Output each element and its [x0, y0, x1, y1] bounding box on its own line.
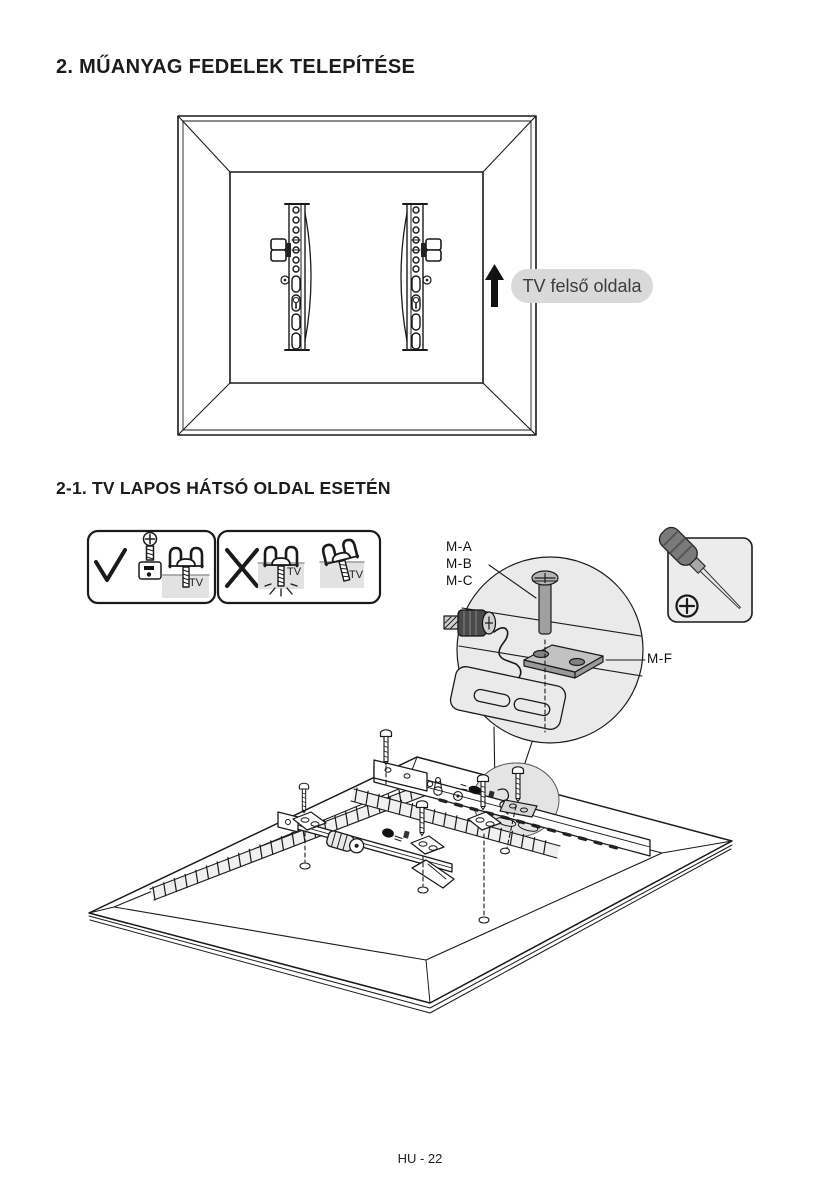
tv-flat-figure — [89, 730, 732, 1013]
left-bracket — [271, 204, 311, 350]
tv-back-figure — [178, 116, 536, 435]
tv-label-incorrect-1: TV — [287, 566, 302, 578]
right-bracket — [401, 204, 441, 350]
page-number: HU - 22 — [397, 1151, 443, 1166]
checkmark-icon — [96, 550, 125, 580]
tv-label-correct: TV — [189, 577, 204, 589]
x-icon — [227, 550, 257, 586]
page-title: 2. MŰANYAG FEDELEK TELEPÍTÉSE — [56, 56, 416, 78]
spacer-label-mf: M-F — [647, 651, 673, 666]
arm-knob — [326, 830, 366, 856]
thumbscrew-detail — [444, 610, 496, 636]
tv-top-side-label: TV felső oldala — [511, 269, 653, 303]
section-title: 2-1. TV LAPOS HÁTSÓ OLDAL ESETÉN — [56, 478, 391, 498]
screw-label-mb: M-B — [446, 556, 473, 571]
detail-callout-circle — [444, 557, 645, 799]
correct-usage-panel — [88, 531, 215, 603]
spacer-plate-icon — [139, 562, 161, 579]
screwdriver-box — [656, 524, 752, 622]
up-arrow-icon — [485, 264, 504, 307]
screw-label-mc: M-C — [446, 573, 473, 588]
tv-label-incorrect-2: TV — [349, 569, 364, 581]
screw-label-ma: M-A — [446, 539, 473, 554]
screw-icon — [144, 533, 157, 561]
phillips-symbol-icon — [677, 596, 698, 617]
